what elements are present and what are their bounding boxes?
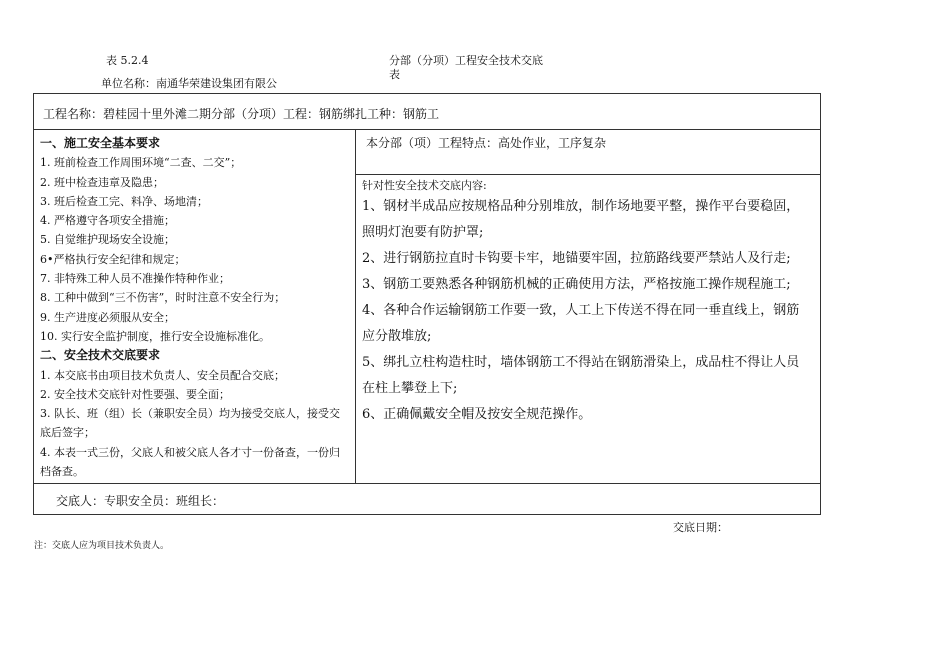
project-info: 工程名称：碧桂园十里外滩二期分部（分项）工程：钢筋绑扎工种：钢筋工: [43, 107, 440, 121]
list-item: 9. 生产进度必须服从安全；: [40, 310, 175, 324]
signature-labels: 交底人：专职安全员：班组长：: [56, 494, 225, 508]
list-item: 2. 班中检查违章及隐患；: [40, 175, 164, 189]
content-item: 1、钢材半成品应按规格品种分别堆放，制作场地要平整，操作平台要稳固，照明灯泡要有防护罩;: [362, 199, 800, 240]
list-item: 1. 班前检查工作周围环境“二查、二交”；: [40, 156, 242, 170]
section-title-basic: 一、施工安全基本要求: [40, 136, 161, 150]
list-item: 3. 班后检查工完、料净、场地清；: [40, 194, 208, 208]
content-title: 针对性安全技术交底内容:: [362, 179, 487, 192]
content-item: 2、进行钢筋拉直时卡钩要卡牢，地锚要牢固，拉筋路线要严禁站人及行走;: [362, 251, 791, 266]
list-item: 1. 本交底书由项目技术负责人、安全员配合交底；: [40, 368, 285, 382]
content-item: 6、正确佩戴安全帽及按安全规范操作。: [362, 407, 592, 422]
content-item: 4、各种合作运输钢筋工作要一致，人工上下传送不得在同一垂直线上，钢筋应分散堆放;: [362, 303, 800, 344]
list-item: 4. 本表一式三份，父底人和被父底人各才寸一份备查，一份归档备查。: [40, 445, 340, 479]
document-title-suffix: 表: [389, 68, 400, 81]
content-item: 3、钢筋工要熟悉各种钢筋机械的正确使用方法，严格按施工操作规程施工;: [362, 277, 791, 292]
list-item: 8. 工种中做到“三不伤害”，时时注意不安全行为；: [40, 291, 286, 305]
list-item: 2. 安全技术交底针对性要强、要全面；: [40, 387, 230, 401]
content-item: 5、绑扎立柱构造柱时，墙体钢筋工不得站在钢筋滑染上，成品柱不得让人员在柱上攀登上下;: [362, 355, 800, 396]
list-item: 3. 队长、班（组）长（兼职安全员）均为接受交底人，接受交底后签字；: [40, 407, 340, 440]
list-item: 10. 实行安全监护制度，推行安全设施标准化。: [40, 329, 270, 343]
project-features: 本分部（项）工程特点：高处作业，工序复杂: [366, 136, 607, 150]
table-number: 表 5.2.4: [106, 54, 149, 67]
disclosure-table: [33, 93, 821, 515]
signature-row: [34, 483, 820, 514]
disclosure-content: [356, 175, 820, 483]
footnote: 注：交底人应为项目技术负责人。: [34, 541, 170, 551]
features-row: [356, 130, 820, 175]
section-title-disclosure: 二、安全技术交底要求: [40, 348, 161, 363]
requirements-cell: [34, 130, 356, 483]
list-item: 5. 自觉维护现场安全设施；: [40, 233, 175, 247]
list-item: 7. 非特殊工种人员不准操作特种作业；: [40, 272, 230, 286]
content-cell: [356, 130, 820, 483]
document-title: 分部（分项）工程安全技术交底: [389, 54, 543, 67]
list-item: 6•严格执行安全纪律和规定；: [40, 252, 186, 266]
list-item: 4. 严格遵守各项安全措施；: [40, 214, 175, 228]
project-row: [34, 94, 820, 130]
disclosure-date: 交底日期：: [673, 521, 728, 534]
unit-name: 单位名称：南通华荣建设集团有限公: [101, 77, 277, 90]
